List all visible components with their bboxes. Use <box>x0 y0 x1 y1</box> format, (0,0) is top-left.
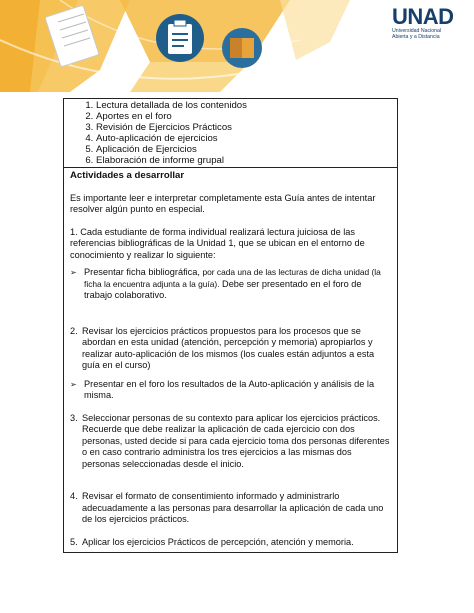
arrow-bullet-icon: ➢ <box>70 268 77 277</box>
step-item: 2. Aportes en el foro <box>96 111 391 122</box>
item-number: 5. <box>70 536 78 547</box>
logo-subtitle-1: Universidad Nacional <box>392 28 442 34</box>
bullet-1-text-c: Debe ser presentado en el foro de trabajo colaborativo. <box>84 278 362 300</box>
step-item: 1. Lectura detallada de los contenidos <box>96 100 391 111</box>
unad-logo <box>392 6 462 40</box>
bullet-2-text: Presentar en el foro los resultados de la Auto-aplicación y análisis de la misma. <box>84 378 375 400</box>
item-number: 2. <box>70 325 78 336</box>
logo-subtitle-2: Abierta y a Distancia <box>392 34 440 40</box>
steps-list <box>70 100 391 166</box>
page-header <box>0 0 474 92</box>
bullet-1-text-b: por cada una de las lecturas de dicha unidad (la ficha la encuentra adjunta a la guía). <box>84 267 381 289</box>
item-3-text: Seleccionar personas de su contexto para aplicar los ejercicios prácticos. Recuerde que debe realizar la aplicación de cada ejercicio con dos personas, usted decide si para cada ejercicio toma dos personas diferentes o en caso contrario administra los tres ejercicios a las mismas dos personas seleccionadas desde el inicio. <box>82 412 390 469</box>
bullet-item <box>70 379 391 402</box>
step-item: 5. Aplicación de Ejercicios <box>96 144 391 155</box>
step-item: 4. Auto-aplicación de ejercicios <box>96 133 391 144</box>
item-number: 4. <box>70 491 78 501</box>
bullet-1-text-a: Presentar ficha bibliográfica, <box>84 267 203 277</box>
numbered-item-5 <box>70 537 391 549</box>
bullet-item <box>70 267 391 302</box>
item-4-text: Revisar el formato de consentimiento informado y administrarlo adecuadamente a las personas para desarrollar la aplicación de cada uno de los ejercicios prácticos. <box>82 491 384 524</box>
item-5-text: Aplicar los ejercicios Prácticos de percepción, atención y memoria. <box>82 536 354 547</box>
step-item: 3. Revisión de Ejercicios Prácticos <box>96 122 391 133</box>
clipboard-icon <box>156 14 204 62</box>
activities-heading: Actividades a desarrollar <box>70 170 185 181</box>
item-1-paragraph: 1. Cada estudiante de forma individual realizará lectura juiciosa de las referencias bibliográficas de la Unidad 1, que se ubican en el entorno de conocimiento y realizar lo siguiente: <box>70 226 365 260</box>
item-number: 3. <box>70 412 78 423</box>
arrow-bullet-icon: ➢ <box>70 379 77 389</box>
logo-wordmark: UNAD <box>392 4 454 29</box>
steps-row <box>64 99 397 168</box>
numbered-item-4 <box>70 491 391 526</box>
intro-paragraph: Es importante leer e interpretar completamente esta Guía antes de intentar resolver algún punto en especial. <box>70 192 376 214</box>
numbered-item-3 <box>70 413 391 471</box>
activities-row <box>64 168 397 552</box>
numbered-item-2 <box>70 326 391 372</box>
step-item: 6. Elaboración de informe grupal <box>96 155 391 166</box>
book-icon <box>222 28 262 68</box>
item-2-text: Revisar los ejercicios prácticos propuestos para los procesos que se abordan en esta unidad (atención, percepción y memoria) apropiarlos y realizar auto-aplicación de los mismos (los cuales están adjuntos a esta guía en el curso) <box>82 325 375 370</box>
activities-table <box>63 98 398 553</box>
